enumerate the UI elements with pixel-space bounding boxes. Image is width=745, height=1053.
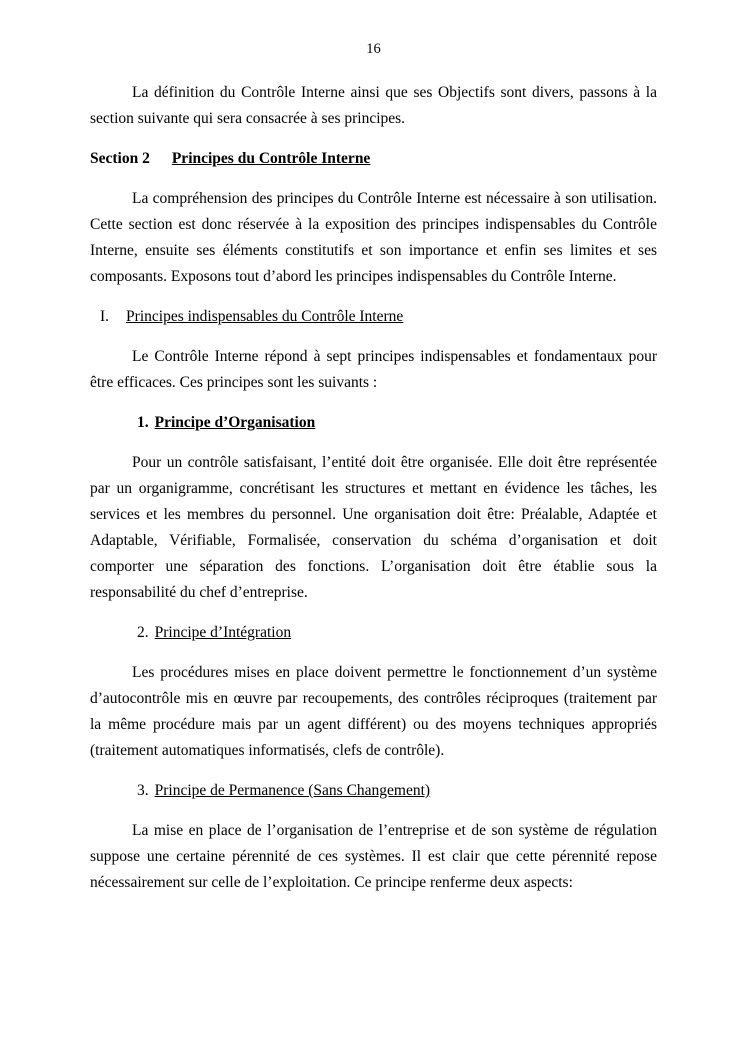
section-2-lead-paragraph: La compréhension des principes du Contrôle Interne est nécessaire à son utilisation. Cette section est donc réservée à la exposition des principes indispensables du Contrôle Interne, ensuite ses éléments constitutifs et son importance et enfin ses limites et ses composants. Exposons tout d’abord les principes indispensables du Contrôle Interne. [90,190,657,285]
part-1-lead-paragraph: Le Contrôle Interne répond à sept principes indispensables et fondamentaux pour être efficaces. Ces principes sont les suivants : [90,348,657,391]
principle-3-title: Principe de Permanence (Sans Changement) [154,782,431,799]
page-number: 16 [366,41,381,57]
principle-3-number: 3. [137,782,149,799]
principle-2-title: Principe d’Intégration [154,624,292,641]
principle-1-paragraph: Pour un contrôle satisfaisant, l’entité doit être organisée. Elle doit être représentée par un organigramme, concrétisant les structures et mettant en évidence les tâches, les services et les membres du personnel. Une organisation doit être: Préalable, Adaptée et Adaptable, Vérifiable, Formalisée, conservation du schéma d’organisation et doit comporter une séparation des fonctions. L’organisation doit être établie sous la responsabilité du chef d’entreprise. [90,454,657,601]
principle-1-title: Principe d’Organisation [154,414,316,431]
principle-3-paragraph: La mise en place de l’organisation de l’entreprise et de son système de régulation suppose une certaine pérennité de ces systèmes. Il est clair que cette pérennité repose nécessairement sur celle de l’exploitation. Ce principe renferme deux aspects: [90,822,657,891]
part-1-heading [90,304,657,330]
section-2-label: Section 2 [90,150,150,167]
principle-2-paragraph: Les procédures mises en place doivent permettre le fonctionnement d’un système d’autocontrôle mis en œuvre par recoupements, des contrôles réciproques (traitement par la même procédure mais par un agent différent) ou des moyens techniques appropriés (traitement automatiques informatisés, clefs de contrôle). [90,664,657,759]
section-2-heading [90,146,657,172]
part-1-title: Principes indispensables du Contrôle Interne [126,308,404,325]
intro-paragraph: La définition du Contrôle Interne ainsi que ses Objectifs sont divers, passons à la section suivante qui sera consacrée à ses principes. [90,84,657,127]
principle-2-heading [90,620,657,646]
part-1-label: I. [100,308,110,325]
section-2-title: Principes du Contrôle Interne [171,150,371,167]
principle-1-heading [90,410,657,436]
principle-3-heading [90,778,657,804]
principle-2-number: 2. [137,624,149,641]
principle-1-number: 1. [137,414,149,431]
